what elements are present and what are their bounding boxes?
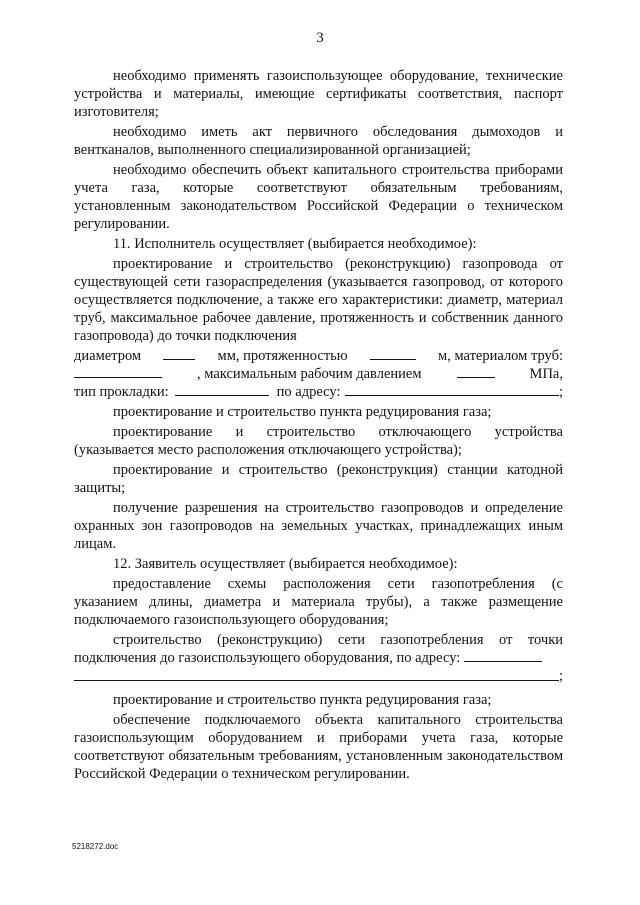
paragraph-pipeline-design: проектирование и строительство (реконструкцию) газопровода от существующей сети газораспределения (указывается газопровод, от которого осуществляется подключение, а также его характеристики: диаметр, материал труб, максимальное рабочее давление, протяженность и собственник данного газопровода) до точки подключения [74,256,563,344]
pipeline-params-row-1 [74,347,563,365]
section-11-heading: 11. Исполнитель осуществляет (выбирается необходимое): [113,236,477,252]
label-mpa: МПа, [529,366,563,382]
field-length[interactable] [370,347,416,360]
label-pressure: , максимальным рабочим давлением [197,366,422,382]
label-diameter: диаметром [74,348,142,364]
paragraph-chimney-inspection: необходимо иметь акт первичного обследования дымоходов и вентканалов, выполненного специализированной организацией; [74,124,563,158]
paragraph-reduction-point: проектирование и строительство пункта редуцирования газа; [113,404,492,420]
line-end-semicolon: ; [558,668,563,684]
document-body [74,67,563,785]
field-diameter[interactable] [163,347,195,360]
label-laying-type: тип прокладки: [74,384,169,400]
network-address-line [74,667,563,685]
paragraph-construction-permit: получение разрешения на строительство газопроводов и определение охранных зон газопроводов на земельных участках, принадлежащих иным лицам. [74,500,563,552]
page-number: 3 [316,30,324,46]
pipeline-params-row-2 [74,365,563,383]
paragraph-network-scheme: предоставление схемы расположения сети газопотребления (с указанием длины, диаметра и материала трубы), а также размещение подключаемого газоиспользующего оборудования; [74,576,563,628]
row-end-semicolon: ; [558,384,563,400]
paragraph-gas-metering: необходимо обеспечить объект капитального строительства приборами учета газа, которые соответствуют обязательным требованиям, установленным законодательством Российской Федерации о техническом регулировании. [74,162,563,232]
paragraph-shutoff-device: проектирование и строительство отключающего устройства (указывается место расположения отключающего устройства); [74,424,563,458]
field-pressure[interactable] [457,365,495,378]
field-material[interactable] [74,365,162,378]
field-pipeline-address[interactable] [345,383,559,396]
field-network-address[interactable] [74,680,559,681]
paragraph-cathodic-protection: проектирование и строительство (реконструкция) станции катодной защиты; [74,462,563,496]
field-laying-type[interactable] [175,383,269,396]
network-construction-text: строительство (реконструкцию) сети газопотребления от точки подключения до газоиспользующего оборудования, по адресу: [74,632,563,666]
paragraph-equipment-metering: обеспечение подключаемого объекта капитального строительства газоиспользующим оборудованием и приборами учета газа, которые соответствуют обязательным требованиям, установленным законодательством Российской Федерации о техническом регулировании. [74,712,563,782]
section-12-heading: 12. Заявитель осуществляет (выбирается необходимое): [113,556,458,572]
paragraph-equipment-requirement: необходимо применять газоиспользующее оборудование, технические устройства и материалы, имеющие сертификаты соответствия, паспорт изготовителя; [74,68,563,120]
document-footer-filename: 5218272.doc [72,842,119,851]
pipeline-params-row-3 [74,383,563,401]
paragraph-network-construction [74,631,563,667]
field-network-address-start[interactable] [464,649,542,662]
label-length: мм, протяженностью [217,348,348,364]
label-material: м, материалом труб: [438,348,563,364]
label-address: по адресу: [276,384,341,400]
paragraph-reduction-point-applicant: проектирование и строительство пункта редуцирования газа; [113,692,492,708]
